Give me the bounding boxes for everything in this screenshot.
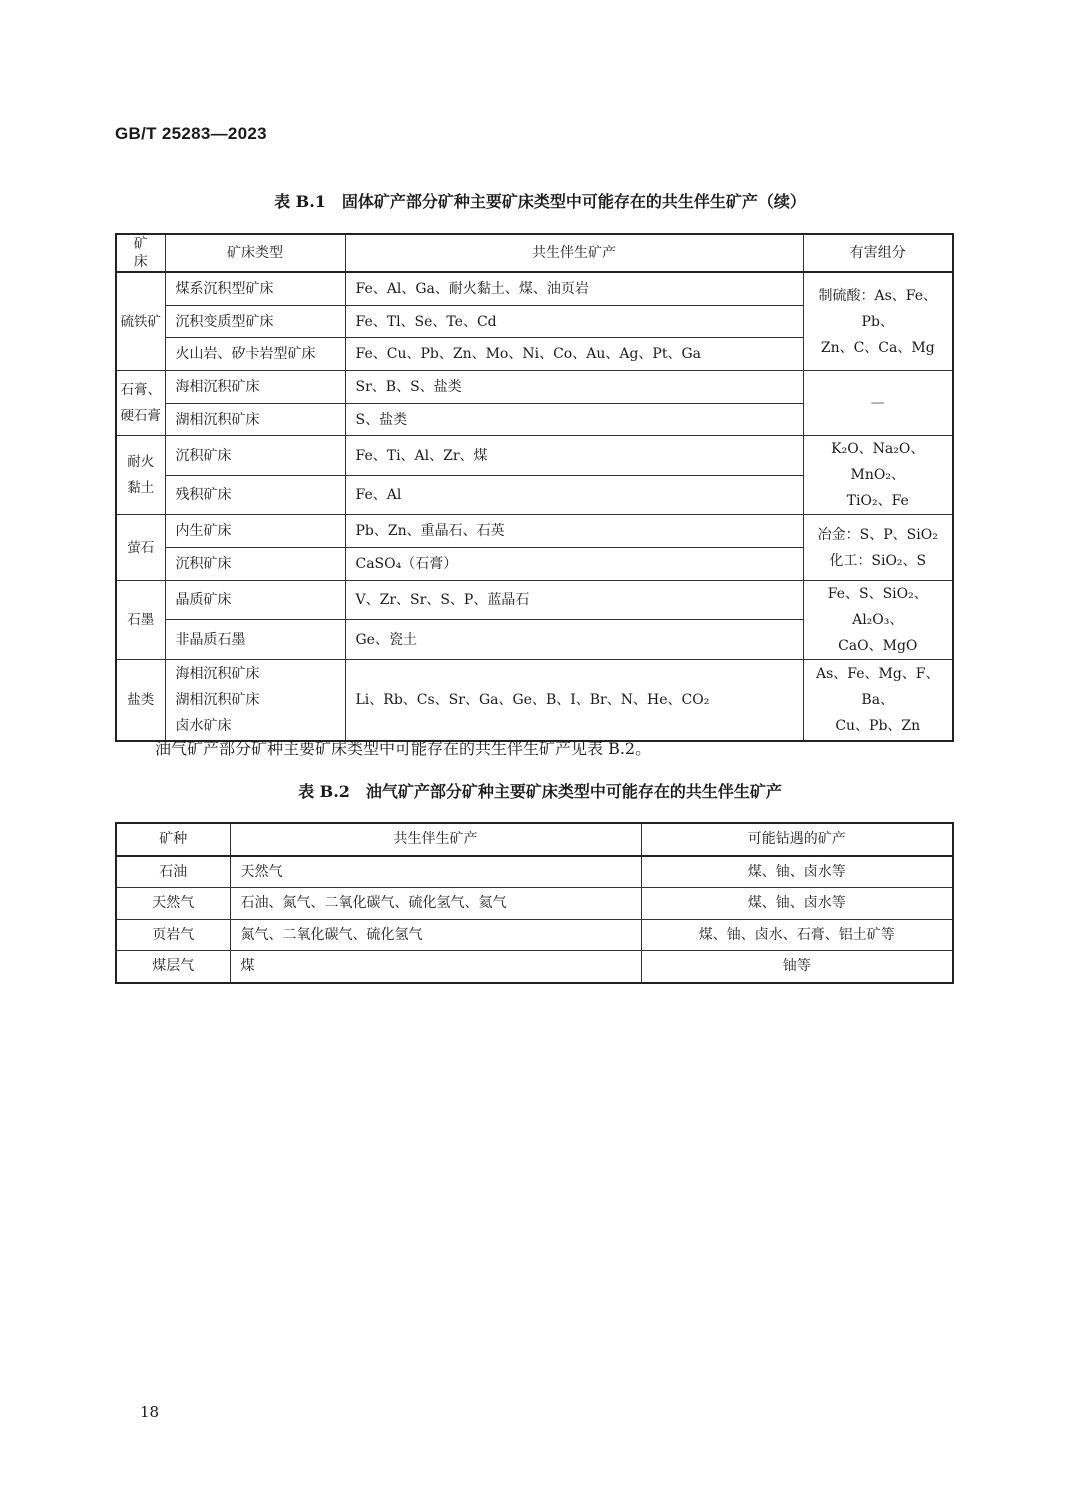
table-b1-caption: 表 B.1 固体矿产部分矿种主要矿床类型中可能存在的共生伴生矿产（续）: [274, 192, 806, 211]
harmful-cell: Fe、S、SiO₂、Al₂O₃、 CaO、MgO: [803, 580, 953, 659]
harmful-cell: K₂O、Na₂O、MnO₂、 TiO₂、Fe: [803, 436, 953, 515]
deposit-type-cell: 内生矿床: [165, 515, 345, 548]
table-row: [116, 371, 953, 404]
deposit-type-cell: 沉积变质型矿床: [165, 305, 345, 338]
standard-code: GB/T 25283—2023: [115, 124, 267, 143]
mineral-kind-cell: 天然气: [116, 888, 230, 920]
drill-cell: 煤、铀、卤水等: [641, 856, 953, 888]
header-harmful-components: 有害组分: [803, 234, 953, 272]
minerals-cell: Fe、Ti、Al、Zr、煤: [345, 436, 803, 476]
mineral-kind-cell: 页岩气: [116, 919, 230, 951]
table-row: [116, 580, 953, 620]
table-row: [116, 436, 953, 476]
table-row: [116, 919, 953, 951]
minerals-cell: Sr、B、S、盐类: [345, 371, 803, 404]
deposit-type-cell: 晶质矿床: [165, 580, 345, 620]
minerals-cell: Fe、Tl、Se、Te、Cd: [345, 305, 803, 338]
deposit-type-cell: 非晶质石墨: [165, 620, 345, 660]
body-paragraph: 油气矿产部分矿种主要矿床类型中可能存在的共生伴生矿产见表 B.2。: [155, 739, 652, 758]
table-b2-caption: 表 B.2 油气矿产部分矿种主要矿床类型中可能存在的共生伴生矿产: [298, 782, 782, 801]
mineral-cell: 萤石: [116, 515, 165, 580]
table-row: [116, 272, 953, 305]
associated-cell: 石油、氮气、二氧化碳气、硫化氢气、氦气: [230, 888, 641, 920]
deposit-type-cell: 沉积矿床: [165, 548, 345, 581]
drill-cell: 煤、铀、卤水等: [641, 888, 953, 920]
table-row: [116, 515, 953, 548]
deposit-type-cell: 湖相沉积矿床: [165, 403, 345, 436]
header-mineral-kind: 矿种: [116, 823, 230, 856]
deposit-type-cell: 火山岩、矽卡岩型矿床: [165, 338, 345, 371]
page-number: 18: [140, 1403, 160, 1421]
associated-cell: 氮气、二氧化碳气、硫化氢气: [230, 919, 641, 951]
mineral-cell: 硫铁矿: [116, 272, 165, 371]
deposit-type-cell: 海相沉积矿床: [165, 371, 345, 404]
harmful-cell: 制硫酸：As、Fe、Pb、 Zn、C、Ca、Mg: [803, 272, 953, 371]
minerals-cell: Fe、Cu、Pb、Zn、Mo、Ni、Co、Au、Ag、Pt、Ga: [345, 338, 803, 371]
table-b2: [115, 822, 954, 984]
table-header-row: [116, 234, 953, 272]
mineral-cell: 耐火 黏土: [116, 436, 165, 515]
table-row: [116, 659, 953, 741]
associated-cell: 煤: [230, 951, 641, 983]
deposit-type-cell: 残积矿床: [165, 475, 345, 515]
minerals-cell: S、盐类: [345, 403, 803, 436]
table-row: [116, 951, 953, 983]
drill-cell: 煤、铀、卤水、石膏、铝土矿等: [641, 919, 953, 951]
minerals-cell: V、Zr、Sr、S、P、蓝晶石: [345, 580, 803, 620]
header-possible-drilled-minerals: 可能钻遇的矿产: [641, 823, 953, 856]
table-header-row: [116, 823, 953, 856]
header-deposit-type: 矿床类型: [165, 234, 345, 272]
deposit-type-cell: 沉积矿床: [165, 436, 345, 476]
minerals-cell: Fe、Al、Ga、耐火黏土、煤、油页岩: [345, 272, 803, 305]
minerals-cell: Pb、Zn、重晶石、石英: [345, 515, 803, 548]
header-associated-minerals: 共生伴生矿产: [230, 823, 641, 856]
mineral-cell: 盐类: [116, 659, 165, 741]
minerals-cell: Ge、瓷土: [345, 620, 803, 660]
minerals-cell: Fe、Al: [345, 475, 803, 515]
minerals-cell: Li、Rb、Cs、Sr、Ga、Ge、B、I、Br、N、He、CO₂: [345, 659, 803, 741]
table-row: [116, 856, 953, 888]
minerals-cell: CaSO₄（石膏）: [345, 548, 803, 581]
mineral-cell: 石墨: [116, 580, 165, 659]
table-b1: [115, 233, 954, 742]
mineral-kind-cell: 煤层气: [116, 951, 230, 983]
mineral-cell: 石膏、 硬石膏: [116, 371, 165, 436]
harmful-cell: As、Fe、Mg、F、Ba、 Cu、Pb、Zn: [803, 659, 953, 741]
associated-cell: 天然气: [230, 856, 641, 888]
mineral-kind-cell: 石油: [116, 856, 230, 888]
table-row: [116, 888, 953, 920]
harmful-cell: 冶金：S、P、SiO₂ 化工：SiO₂、S: [803, 515, 953, 580]
deposit-type-cell: 海相沉积矿床 湖相沉积矿床 卤水矿床: [165, 659, 345, 741]
harmful-cell: —: [803, 371, 953, 436]
header-deposit: 矿床: [116, 234, 165, 272]
header-associated-minerals: 共生伴生矿产: [345, 234, 803, 272]
drill-cell: 铀等: [641, 951, 953, 983]
deposit-type-cell: 煤系沉积型矿床: [165, 272, 345, 305]
